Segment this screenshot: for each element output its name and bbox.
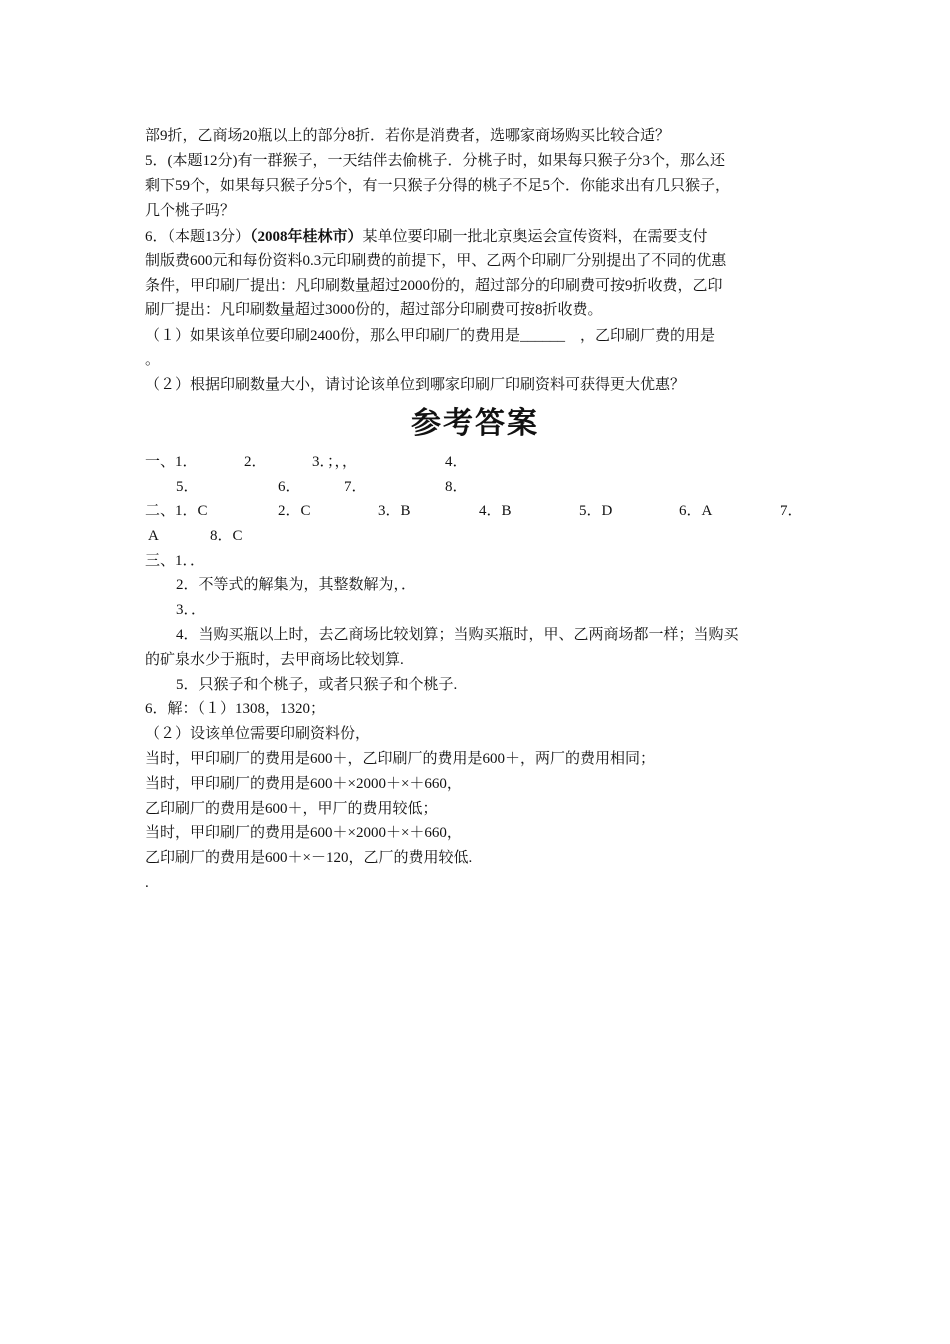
ans3-line-5: 5．只猴子和个桃子，或者只猴子和个桃子. (176, 677, 458, 693)
q6-line-2: 制版费600元和每份资料0.3元印刷费的前提下，甲、乙两个印刷厂分别提出了不同的优惠 (145, 253, 727, 269)
ans1-7: 7． (344, 479, 367, 495)
ans2-4: 4．B (479, 503, 512, 519)
ans6-line-5: 乙印刷厂的费用是600＋，甲厂的费用较低； (145, 801, 438, 817)
ans2-2: 2．C (278, 503, 311, 519)
ans6-line-4: 当时，甲印刷厂的费用是600＋×2000＋×＋660， (145, 776, 462, 792)
ans2-6: 6．A (679, 503, 713, 519)
q6-part-1-end: 。 (145, 352, 161, 368)
ans3-line-1: 三、1．． (145, 553, 206, 569)
ans6-line-8: . (145, 875, 149, 891)
q5-line-2: 剩下59个，如果每只猴子分5个，有一只猴子分得的桃子不足5个．你能求出有几只猴子， (145, 178, 731, 194)
q6-source: （2008年桂林市） (250, 229, 363, 245)
ans2-label: 二、1．C (145, 503, 208, 519)
ans6-line-7: 乙印刷厂的费用是600＋×－120，乙厂的费用较低. (145, 850, 473, 866)
q6-line-1-rest: 某单位要印刷一批北京奥运会宣传资料，在需要支付 (362, 229, 708, 245)
ans1-label: 一、1． (145, 454, 198, 470)
ans3-line-4b: 的矿泉水少于瓶时，去甲商场比较划算. (145, 652, 404, 668)
answer-title: 参考答案 (411, 407, 539, 440)
q6-line-3: 条件，甲印刷厂提出：凡印刷数量超过2000份的，超过部分的印刷费可按9折收费，乙印 (145, 278, 723, 294)
q4-tail-line: 部9折，乙商场20瓶以上的部分8折．若你是消费者，选哪家商场购买比较合适？ (145, 128, 671, 144)
q6-line-1 (145, 227, 708, 247)
ans3-line-2: 2．不等式的解集为，其整数解为，． (176, 577, 417, 593)
ans3-line-4a: 4．当购买瓶以上时，去乙商场比较划算；当购买瓶时，甲、乙两商场都一样；当购买 (176, 627, 739, 643)
ans6-line-2: （２）设该单位需要印刷资料份， (145, 726, 371, 742)
q5-line-1: 5．(本题12分)有一群猴子，一天结伴去偷桃子．分桃子时，如果每只猴子分3个，那么还 (145, 153, 725, 169)
ans6-line-6: 当时，甲印刷厂的费用是600＋×2000＋×＋660， (145, 825, 462, 841)
ans1-5: 5． (176, 479, 199, 495)
q6-part-1: （１）如果该单位要印刷2400份，那么甲印刷厂的费用是______ ，乙印刷厂费的用是 (145, 328, 716, 344)
ans1-3: 3．；，， (312, 454, 358, 470)
ans2-7: 7． (780, 503, 803, 519)
q5-line-3: 几个桃子吗？ (145, 203, 236, 219)
ans1-2: 2． (244, 454, 267, 470)
ans6-line-1: 6．解：（１）1308，1320； (145, 701, 326, 717)
ans6-line-3: 当时，甲印刷厂的费用是600＋，乙印刷厂的费用是600＋，两厂的费用相同； (145, 751, 656, 767)
q6-part-2: （２）根据印刷数量大小，请讨论该单位到哪家印刷厂印刷资料可获得更大优惠？ (145, 377, 686, 393)
q6-line-4: 刷厂提出：凡印刷数量超过3000份的，超过部分印刷费可按8折收费。 (145, 302, 603, 318)
ans1-6: 6． (278, 479, 301, 495)
ans3-line-3: 3．． (176, 602, 207, 618)
ans1-8: 8． (445, 479, 468, 495)
ans2-5: 5．D (579, 503, 613, 519)
ans1-4: 4． (445, 454, 468, 470)
ans2-7-value: A (148, 528, 159, 544)
ans2-3: 3．B (378, 503, 411, 519)
q6-prefix: 6．（本题13分） (145, 229, 251, 245)
ans2-8: 8．C (210, 528, 243, 544)
